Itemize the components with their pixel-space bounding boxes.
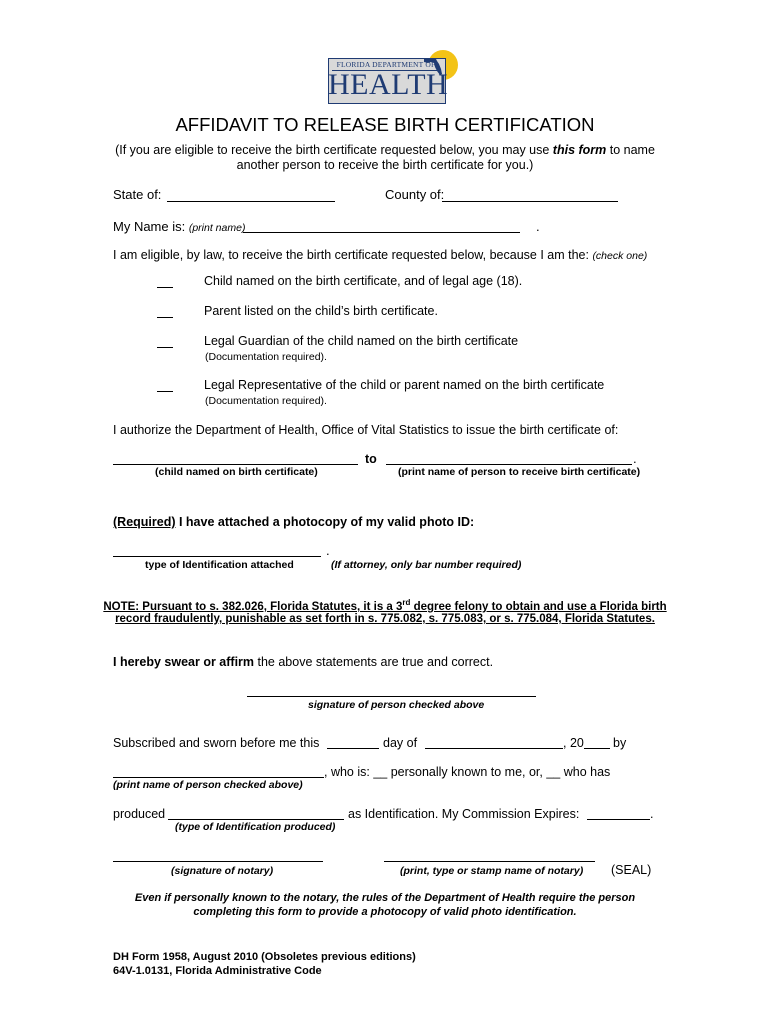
notary-signature-field[interactable] <box>113 861 323 862</box>
intro-text-a: (If you are eligible to receive the birth certificate requested below, you may use <box>115 143 553 157</box>
checkbox-representative[interactable] <box>157 391 173 392</box>
intro-line-1 <box>0 143 770 157</box>
form-number: DH Form 1958, August 2010 (Obsoletes previous editions) <box>113 951 416 963</box>
eligibility-hint: (check one) <box>592 250 648 262</box>
child-name-field[interactable] <box>113 464 358 465</box>
subscribed-label: Subscribed and sworn before me this <box>113 736 320 750</box>
swear-bold: I hereby swear or affirm <box>113 655 255 669</box>
id-type-period: . <box>326 543 330 558</box>
commission-period: . <box>650 807 654 821</box>
intro-text-b: to name <box>606 143 655 157</box>
felony-note-line-2: record fraudulently, punishable as set forth in s. 775.082, s. 775.083, or s. 775.084, Florida Statutes. <box>115 613 655 625</box>
attorney-caption: (If attorney, only bar number required) <box>331 559 522 571</box>
signature-field[interactable] <box>247 696 536 697</box>
felony-note-line-1 <box>0 598 770 613</box>
produced-label: produced <box>113 807 166 821</box>
notary-name-caption: (print, type or stamp name of notary) <box>400 865 584 877</box>
disclaimer-line-1: Even if personally known to the notary, the rules of the Department of Health require the person <box>134 892 636 904</box>
county-label: County of: <box>385 187 445 202</box>
as-identification-text: as Identification. My Commission Expires: <box>348 807 580 821</box>
county-field[interactable] <box>442 201 618 202</box>
florida-health-logo <box>324 50 460 104</box>
id-type-field[interactable] <box>113 556 321 557</box>
checkbox-parent[interactable] <box>157 317 173 318</box>
who-is-text: , who is: __ personally known to me, or, __ who has <box>324 765 611 779</box>
option-parent: Parent listed on the child’s birth certificate. <box>204 304 438 318</box>
seal-label: (SEAL) <box>611 863 652 877</box>
person-name-field[interactable] <box>113 777 324 778</box>
option-representative-note: (Documentation required). <box>205 395 327 407</box>
print-name-caption: (print name of person checked above) <box>113 779 303 791</box>
receiver-caption: (print name of person to receive birth certificate) <box>398 466 641 478</box>
notary-signature-caption: (signature of notary) <box>171 865 274 877</box>
photo-id-text: I have attached a photocopy of my valid photo ID: <box>175 515 475 529</box>
swear-statement <box>113 655 493 669</box>
receiver-name-field[interactable] <box>386 464 632 465</box>
name-label: My Name is: <box>113 219 189 234</box>
notary-name-field[interactable] <box>384 861 595 862</box>
note-text-b: degree felony to obtain and use a Florida birth <box>410 600 667 613</box>
child-caption: (child named on birth certificate) <box>155 466 318 478</box>
checkbox-child[interactable] <box>157 287 173 288</box>
authorize-statement: I authorize the Department of Health, Office of Vital Statistics to issue the birth certificate of: <box>113 423 619 437</box>
option-representative: Legal Representative of the child or parent named on the birth certificate <box>204 378 605 392</box>
state-field[interactable] <box>167 201 335 202</box>
signature-caption: signature of person checked above <box>308 699 485 711</box>
name-hint: (print name) <box>188 222 246 234</box>
note-text-a: NOTE: Pursuant to s. 382.026, Florida Statutes, it is a 3 <box>103 600 403 613</box>
note-superscript: rd <box>402 598 411 607</box>
commission-expires-field[interactable] <box>587 819 650 820</box>
id-type-caption: type of Identification attached <box>145 559 294 571</box>
logo-health-text: HEALTH <box>328 68 449 101</box>
day-of-label: day of <box>383 736 418 750</box>
intro-emphasis: this form <box>552 143 607 157</box>
admin-code: 64V-1.0131, Florida Administrative Code <box>113 965 322 977</box>
photo-id-statement <box>113 515 474 529</box>
eligibility-statement <box>113 248 647 262</box>
eligibility-text: I am eligible, by law, to receive the birth certificate requested below, because I am the: <box>113 248 593 262</box>
swear-rest: the above statements are true and correct. <box>254 655 494 669</box>
option-guardian-note: (Documentation required). <box>205 351 327 363</box>
produced-id-field[interactable] <box>168 819 344 820</box>
name-period: . <box>536 219 540 234</box>
option-child: Child named on the birth certificate, and of legal age (18). <box>204 274 523 288</box>
day-field[interactable] <box>327 748 379 749</box>
logo-department-text: FLORIDA DEPARTMENT OF <box>336 60 436 69</box>
receiver-period: . <box>633 451 637 466</box>
month-field[interactable] <box>425 748 563 749</box>
intro-line-2: another person to receive the birth certificate for you.) <box>236 158 534 172</box>
name-row <box>113 219 245 234</box>
by-label: by <box>613 736 627 750</box>
id-produced-caption: (type of Identification produced) <box>175 821 336 833</box>
state-label: State of: <box>113 187 162 202</box>
to-label: to <box>365 452 377 466</box>
year-field[interactable] <box>584 748 610 749</box>
year-prefix: , 20 <box>563 736 584 750</box>
disclaimer-line-2: completing this form to provide a photocopy of valid photo identification. <box>193 906 577 918</box>
checkbox-guardian[interactable] <box>157 347 173 348</box>
name-field[interactable] <box>243 232 520 233</box>
option-guardian: Legal Guardian of the child named on the birth certificate <box>204 334 519 348</box>
form-title: AFFIDAVIT TO RELEASE BIRTH CERTIFICATION <box>175 114 595 135</box>
required-label: (Required) <box>113 515 176 529</box>
